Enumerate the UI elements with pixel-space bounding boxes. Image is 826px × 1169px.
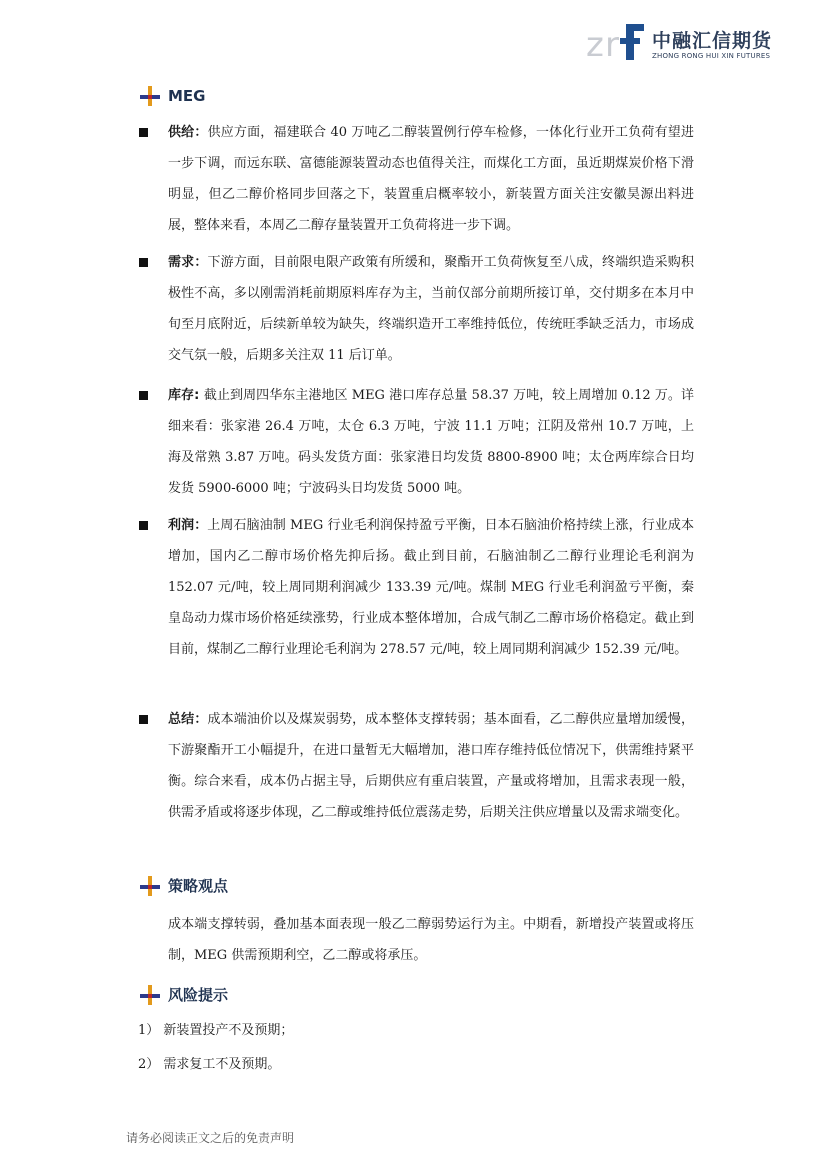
section-marker-icon — [140, 985, 160, 1005]
bullet-marker — [139, 391, 148, 400]
section-marker-icon — [140, 876, 160, 896]
risk-heading-title: 风险提示 — [168, 986, 229, 1004]
zrf-logo-mark — [586, 18, 646, 62]
bullet-marker — [139, 128, 148, 137]
demand-label-sep: ： — [194, 255, 208, 270]
supply-label: 供给 — [168, 125, 195, 140]
summary-label: 总结 — [168, 712, 195, 727]
supply-text: 供应方面，福建联合 40 万吨乙二醇装置例行停车检修，一体化行业开工负荷有望进一步下调，而远东联、富德能源装置动态也值得关注，而煤化工方面，虽近期煤炭价格下滑明显，但乙二醇价格同步回落之下，装置重启概率较小，新装置方面关注安徽昊源出料进展，整体来看，本周乙二醇存量装置开工负荷将进一步下调。 — [168, 125, 694, 233]
demand-paragraph — [168, 247, 694, 371]
svg-text:z: z — [586, 25, 604, 62]
summary-label-sep: ： — [194, 712, 208, 727]
demand-label: 需求 — [168, 255, 195, 270]
strategy-paragraph: 成本端支撑转弱，叠加基本面表现一般乙二醇弱势运行为主。中期看，新增投产装置或将压制，MEG 供需预期利空，乙二醇或将承压。 — [168, 917, 694, 963]
strategy-heading-title: 策略观点 — [168, 877, 229, 895]
demand-text: 下游方面，目前限电限产政策有所缓和，聚酯开工负荷恢复至八成，终端织造采购积极性不高，多以刚需消耗前期原料库存为主，当前仅部分前期所接订单，交付期多在本月中旬至月底附近，后续新单较为缺失，终端织造开工率维持低位，传统旺季缺乏活力，市场成交气氛一般，后期多关注双 11 后订单。 — [168, 255, 694, 363]
bullet-marker — [139, 715, 148, 724]
supply-label-sep: ： — [194, 125, 208, 140]
disclaimer-footer: 请务必阅读正文之后的免责声明 — [126, 1131, 295, 1145]
company-logo — [586, 16, 786, 66]
risk-item: 1） 新装置投产不及预期； — [138, 1023, 294, 1038]
profit-paragraph — [168, 510, 694, 665]
bullet-marker — [139, 521, 148, 530]
inventory-label-sep: : — [194, 388, 204, 403]
logo-english-name: ZHONG RONG HUI XIN FUTURES — [652, 52, 771, 60]
logo-chinese-name: 中融汇信期货 — [652, 30, 773, 52]
summary-paragraph — [168, 704, 694, 828]
profit-text: 上周石脑油制 MEG 行业毛利润保持盈亏平衡，日本石脑油价格持续上涨，行业成本增加，国内乙二醇市场价格先抑后扬。截止到目前，石脑油制乙二醇行业理论毛利润为 152.07 元/吨，较上周同期利润减少 133.39 元/吨。煤制 MEG 行业毛利润盈亏平衡，秦皇岛动力煤市场价格延续涨势，行业成本整体增加，合成气制乙二醇市场价格稳定。截止到目前，煤制乙二醇行业理论毛利润为 278.57 元/吨，较上周同期利润减少 152.39 元/吨。 — [168, 518, 694, 657]
risk-item: 2） 需求复工不及预期。 — [138, 1057, 281, 1072]
profit-label: 利润 — [168, 518, 195, 533]
inventory-paragraph — [168, 380, 694, 504]
supply-paragraph — [168, 117, 694, 241]
bullet-marker — [139, 258, 148, 267]
profit-label-sep: ： — [194, 518, 208, 533]
inventory-label: 库存 — [168, 388, 195, 403]
section-marker-icon — [140, 86, 160, 106]
meg-heading-title: MEG — [168, 87, 206, 105]
summary-text: 成本端油价以及煤炭弱势，成本整体支撑转弱；基本面看，乙二醇供应量增加缓慢，下游聚酯开工小幅提升，在进口量暂无大幅增加，港口库存维持低位情况下，供需维持紧平衡。综合来看，成本仍占据主导，后期供应有重启装置，产量或将增加，且需求表现一般，供需矛盾或将逐步体现，乙二醇或维持低位震荡走势，后期关注供应增量以及需求端变化。 — [168, 712, 694, 820]
svg-text:r: r — [605, 25, 619, 62]
inventory-text: 截止到周四华东主港地区 MEG 港口库存总量 58.37 万吨，较上周增加 0.12 万。详细来看：张家港 26.4 万吨，太仓 6.3 万吨，宁波 11.1 万吨；江阴及常州 10.7 万吨，上海及常熟 3.87 万吨。码头发货方面：张家港日均发货 8800-8900 吨；太仓两库综合日均发货 5900-6000 吨；宁波码头日均发货 5000 吨。 — [168, 388, 694, 496]
